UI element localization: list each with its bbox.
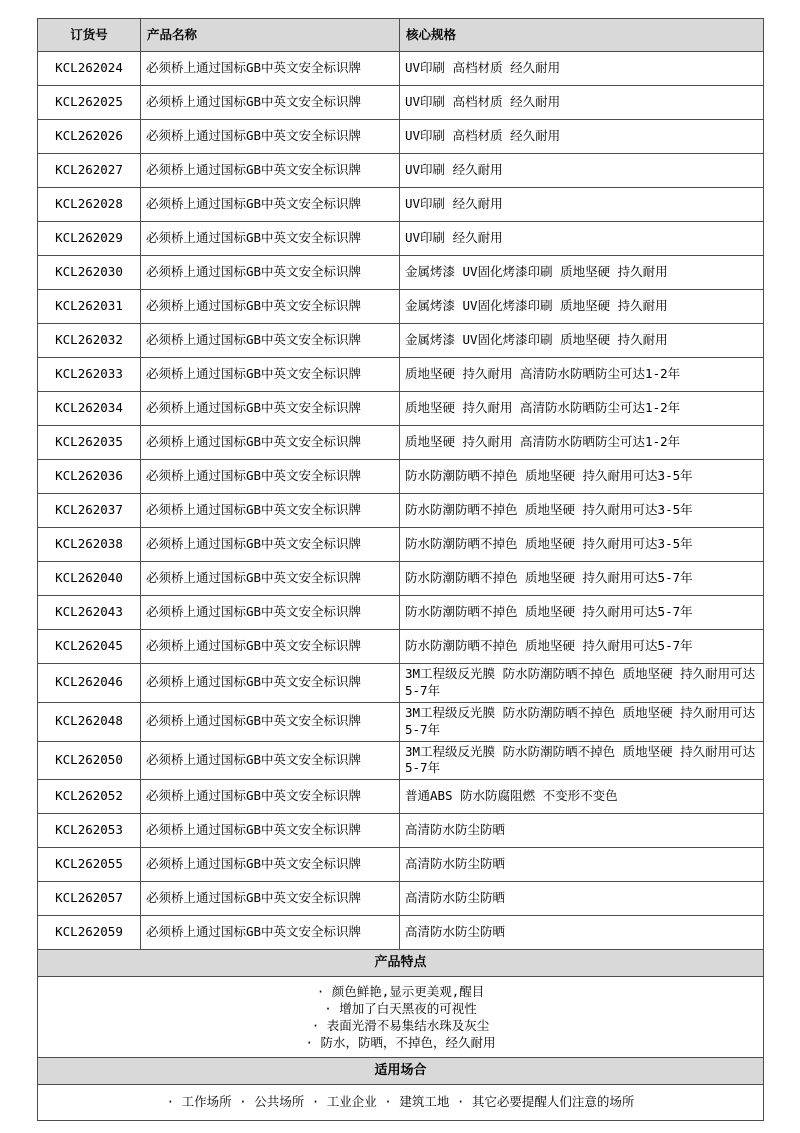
table-row	[38, 154, 764, 188]
product-table-body	[38, 52, 764, 950]
cell-order-number: KCL262055	[38, 848, 141, 882]
cell-order-number: KCL262053	[38, 814, 141, 848]
cell-order-number: KCL262031	[38, 290, 141, 324]
cell-product-name: 必须桥上通过国标GB中英文安全标识牌	[141, 188, 400, 222]
occasions-content-row	[38, 1085, 764, 1121]
cell-product-name: 必须桥上通过国标GB中英文安全标识牌	[141, 882, 400, 916]
cell-product-name: 必须桥上通过国标GB中英文安全标识牌	[141, 426, 400, 460]
cell-core-spec: 3M工程级反光膜 防水防潮防晒不掉色 质地坚硬 持久耐用可达5-7年	[400, 664, 764, 703]
cell-product-name: 必须桥上通过国标GB中英文安全标识牌	[141, 814, 400, 848]
cell-order-number: KCL262025	[38, 86, 141, 120]
cell-product-name: 必须桥上通过国标GB中英文安全标识牌	[141, 664, 400, 703]
cell-product-name: 必须桥上通过国标GB中英文安全标识牌	[141, 916, 400, 950]
cell-product-name: 必须桥上通过国标GB中英文安全标识牌	[141, 494, 400, 528]
cell-core-spec: 质地坚硬 持久耐用 高清防水防晒防尘可达1-2年	[400, 358, 764, 392]
sections-body	[38, 950, 764, 1121]
table-row	[38, 120, 764, 154]
cell-product-name: 必须桥上通过国标GB中英文安全标识牌	[141, 290, 400, 324]
cell-product-name: 必须桥上通过国标GB中英文安全标识牌	[141, 848, 400, 882]
cell-core-spec: 防水防潮防晒不掉色 质地坚硬 持久耐用可达5-7年	[400, 562, 764, 596]
cell-product-name: 必须桥上通过国标GB中英文安全标识牌	[141, 324, 400, 358]
table-row	[38, 596, 764, 630]
table-row	[38, 882, 764, 916]
cell-order-number: KCL262036	[38, 460, 141, 494]
feature-item: · 增加了白天黑夜的可视性	[324, 1001, 477, 1017]
features-content-row	[38, 977, 764, 1058]
table-row	[38, 848, 764, 882]
table-row	[38, 916, 764, 950]
header-product-name: 产品名称	[141, 19, 400, 52]
table-row	[38, 630, 764, 664]
cell-core-spec: 高清防水防尘防晒	[400, 882, 764, 916]
cell-order-number: KCL262059	[38, 916, 141, 950]
table-row	[38, 741, 764, 780]
cell-core-spec: 质地坚硬 持久耐用 高清防水防晒防尘可达1-2年	[400, 392, 764, 426]
cell-order-number: KCL262026	[38, 120, 141, 154]
table-row	[38, 324, 764, 358]
table-row	[38, 814, 764, 848]
table-row	[38, 562, 764, 596]
table-row	[38, 358, 764, 392]
cell-core-spec: 防水防潮防晒不掉色 质地坚硬 持久耐用可达5-7年	[400, 630, 764, 664]
cell-core-spec: UV印刷 经久耐用	[400, 222, 764, 256]
table-row	[38, 86, 764, 120]
cell-product-name: 必须桥上通过国标GB中英文安全标识牌	[141, 120, 400, 154]
cell-core-spec: 3M工程级反光膜 防水防潮防晒不掉色 质地坚硬 持久耐用可达5-7年	[400, 702, 764, 741]
cell-order-number: KCL262052	[38, 780, 141, 814]
cell-product-name: 必须桥上通过国标GB中英文安全标识牌	[141, 154, 400, 188]
cell-core-spec: UV印刷 经久耐用	[400, 188, 764, 222]
cell-order-number: KCL262030	[38, 256, 141, 290]
feature-item: · 颜色鲜艳,显示更美观,醒目	[316, 984, 485, 1000]
cell-order-number: KCL262028	[38, 188, 141, 222]
cell-product-name: 必须桥上通过国标GB中英文安全标识牌	[141, 528, 400, 562]
table-row	[38, 256, 764, 290]
cell-core-spec: 金属烤漆 UV固化烤漆印刷 质地坚硬 持久耐用	[400, 324, 764, 358]
features-title-row	[38, 950, 764, 977]
cell-product-name: 必须桥上通过国标GB中英文安全标识牌	[141, 52, 400, 86]
cell-product-name: 必须桥上通过国标GB中英文安全标识牌	[141, 741, 400, 780]
table-row	[38, 528, 764, 562]
table-row	[38, 426, 764, 460]
cell-order-number: KCL262024	[38, 52, 141, 86]
cell-order-number: KCL262027	[38, 154, 141, 188]
cell-core-spec: 普通ABS 防水防腐阻燃 不变形不变色	[400, 780, 764, 814]
cell-core-spec: UV印刷 高档材质 经久耐用	[400, 120, 764, 154]
table-row	[38, 702, 764, 741]
cell-core-spec: UV印刷 经久耐用	[400, 154, 764, 188]
cell-product-name: 必须桥上通过国标GB中英文安全标识牌	[141, 392, 400, 426]
cell-product-name: 必须桥上通过国标GB中英文安全标识牌	[141, 780, 400, 814]
occasions-section-content: · 工作场所 · 公共场所 · 工业企业 · 建筑工地 · 其它必要提醒人们注意的场所	[38, 1085, 764, 1121]
table-row	[38, 290, 764, 324]
table-row	[38, 780, 764, 814]
cell-core-spec: 质地坚硬 持久耐用 高清防水防晒防尘可达1-2年	[400, 426, 764, 460]
cell-product-name: 必须桥上通过国标GB中英文安全标识牌	[141, 358, 400, 392]
cell-order-number: KCL262057	[38, 882, 141, 916]
cell-order-number: KCL262046	[38, 664, 141, 703]
cell-core-spec: 高清防水防尘防晒	[400, 814, 764, 848]
table-row	[38, 392, 764, 426]
table-row	[38, 222, 764, 256]
product-spec-table	[37, 18, 764, 1121]
cell-core-spec: 防水防潮防晒不掉色 质地坚硬 持久耐用可达3-5年	[400, 528, 764, 562]
cell-core-spec: 3M工程级反光膜 防水防潮防晒不掉色 质地坚硬 持久耐用可达5-7年	[400, 741, 764, 780]
table-row	[38, 188, 764, 222]
cell-core-spec: 防水防潮防晒不掉色 质地坚硬 持久耐用可达3-5年	[400, 460, 764, 494]
cell-core-spec: 金属烤漆 UV固化烤漆印刷 质地坚硬 持久耐用	[400, 290, 764, 324]
cell-order-number: KCL262037	[38, 494, 141, 528]
feature-item: · 表面光滑不易集结水珠及灰尘	[311, 1018, 490, 1034]
cell-order-number: KCL262038	[38, 528, 141, 562]
cell-product-name: 必须桥上通过国标GB中英文安全标识牌	[141, 86, 400, 120]
features-section-title: 产品特点	[38, 950, 764, 977]
cell-order-number: KCL262032	[38, 324, 141, 358]
cell-core-spec: UV印刷 高档材质 经久耐用	[400, 52, 764, 86]
header-order-number: 订货号	[38, 19, 141, 52]
features-section-content	[38, 977, 764, 1058]
cell-order-number: KCL262050	[38, 741, 141, 780]
cell-core-spec: UV印刷 高档材质 经久耐用	[400, 86, 764, 120]
cell-core-spec: 防水防潮防晒不掉色 质地坚硬 持久耐用可达5-7年	[400, 596, 764, 630]
table-row	[38, 664, 764, 703]
cell-order-number: KCL262048	[38, 702, 141, 741]
feature-item: · 防水，防晒，不掉色，经久耐用	[305, 1035, 496, 1051]
table-header-row	[38, 19, 764, 52]
cell-product-name: 必须桥上通过国标GB中英文安全标识牌	[141, 460, 400, 494]
cell-order-number: KCL262045	[38, 630, 141, 664]
cell-order-number: KCL262035	[38, 426, 141, 460]
cell-order-number: KCL262043	[38, 596, 141, 630]
table-row	[38, 460, 764, 494]
cell-core-spec: 金属烤漆 UV固化烤漆印刷 质地坚硬 持久耐用	[400, 256, 764, 290]
cell-order-number: KCL262040	[38, 562, 141, 596]
cell-core-spec: 高清防水防尘防晒	[400, 916, 764, 950]
cell-order-number: KCL262034	[38, 392, 141, 426]
cell-order-number: KCL262029	[38, 222, 141, 256]
cell-product-name: 必须桥上通过国标GB中英文安全标识牌	[141, 562, 400, 596]
cell-product-name: 必须桥上通过国标GB中英文安全标识牌	[141, 222, 400, 256]
cell-core-spec: 高清防水防尘防晒	[400, 848, 764, 882]
table-row	[38, 494, 764, 528]
cell-product-name: 必须桥上通过国标GB中英文安全标识牌	[141, 702, 400, 741]
cell-product-name: 必须桥上通过国标GB中英文安全标识牌	[141, 596, 400, 630]
occasions-section-title: 适用场合	[38, 1058, 764, 1085]
table-row	[38, 52, 764, 86]
occasions-title-row	[38, 1058, 764, 1085]
cell-product-name: 必须桥上通过国标GB中英文安全标识牌	[141, 256, 400, 290]
cell-product-name: 必须桥上通过国标GB中英文安全标识牌	[141, 630, 400, 664]
cell-core-spec: 防水防潮防晒不掉色 质地坚硬 持久耐用可达3-5年	[400, 494, 764, 528]
cell-order-number: KCL262033	[38, 358, 141, 392]
header-core-spec: 核心规格	[400, 19, 764, 52]
